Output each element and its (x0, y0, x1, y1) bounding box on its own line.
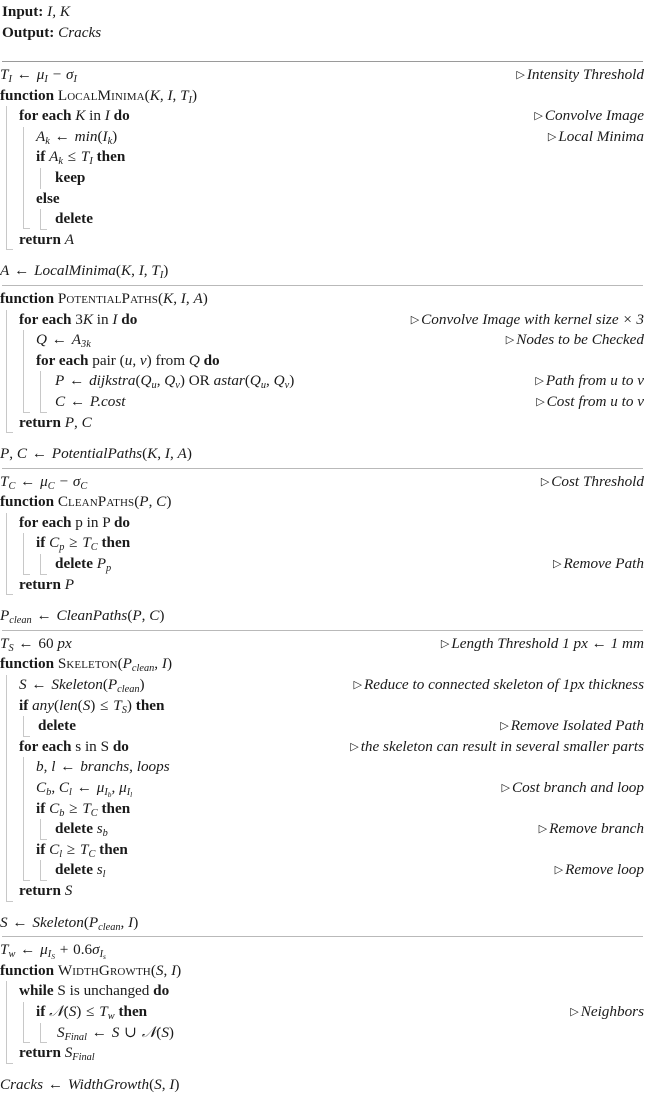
code-text: function CleanPaths(P, C) (0, 493, 172, 511)
section-local-minima (0, 65, 645, 250)
input-value: I, K (47, 3, 70, 20)
code-text: if Ak ≤ TI then (36, 148, 126, 168)
comment-triangle-icon: ▷ (350, 740, 359, 753)
code-line (0, 127, 645, 148)
algorithm-io-header (0, 0, 645, 43)
code-text: TC ← μC − σC (0, 472, 88, 492)
code-line (0, 696, 645, 717)
code-line (0, 65, 645, 86)
code-text: return S (19, 881, 73, 899)
line-comment: ▷ Length Threshold 1 px ← 1 mm (440, 634, 644, 652)
code-text: S ← Skeleton(Pclean) (19, 676, 145, 695)
code-line (0, 1043, 645, 1064)
code-line (0, 799, 645, 820)
code-text: delete Pp (55, 555, 112, 574)
call-line-local-minima (0, 261, 645, 282)
code-text: S ← Skeleton(Pclean, I) (0, 913, 139, 933)
code-line (0, 819, 645, 840)
code-line (0, 86, 645, 107)
call-line-skeleton (0, 913, 645, 934)
code-text: delete sb (55, 820, 108, 840)
code-line (0, 554, 645, 575)
code-line (0, 351, 645, 372)
code-line (0, 575, 645, 596)
comment-triangle-icon: ▷ (538, 823, 548, 836)
code-text: while S is unchanged do (19, 982, 170, 1000)
comment-triangle-icon: ▷ (552, 558, 562, 571)
code-line (0, 472, 645, 493)
code-line (0, 413, 645, 434)
code-text: return SFinal (19, 1044, 95, 1064)
line-comment: ▷ Cost from u to v (536, 392, 644, 410)
line-comment: ▷ Local Minima (547, 127, 644, 145)
section-width-growth (0, 940, 645, 1064)
call-line-clean-paths (0, 606, 645, 627)
code-line (0, 881, 645, 902)
code-text: A ← LocalMinima(K, I, TI) (0, 262, 169, 282)
code-text: if Cl ≥ TC then (36, 840, 128, 860)
code-line (0, 634, 645, 655)
line-comment: ▷ the skeleton can result in several smaller parts (350, 737, 644, 755)
comment-triangle-icon: ▷ (501, 782, 510, 794)
code-line (0, 860, 645, 881)
comment-triangle-icon: ▷ (505, 334, 515, 347)
code-line (0, 289, 645, 310)
code-text: b, l ← branchs, loops (36, 758, 170, 776)
code-text: else (36, 189, 60, 207)
code-text: function WidthGrowth(S, I) (0, 961, 182, 979)
code-line (0, 513, 645, 534)
line-comment: ▷ Path from u to v (535, 372, 644, 390)
code-text: function Skeleton(Pclean, I) (0, 655, 173, 675)
comment-triangle-icon: ▷ (534, 110, 543, 123)
code-text: if any(len(S) ≤ TS) then (19, 696, 165, 716)
input-label: Input: (2, 3, 44, 20)
code-line (0, 106, 645, 127)
code-text: Tw ← $\mu I_S + 0.6\sigma I_s$ (0, 941, 106, 962)
code-line (0, 1023, 645, 1044)
call-line-width-growth (0, 1075, 645, 1096)
code-text: for each pair (u, v) from Q do (36, 351, 220, 369)
code-text: for each p in P do (19, 513, 130, 531)
code-line (0, 492, 645, 513)
comment-triangle-icon: ▷ (500, 720, 509, 733)
comment-triangle-icon: ▷ (536, 395, 545, 408)
line-comment: ▷ Remove Path (552, 555, 644, 573)
line-comment: ▷ Remove Isolated Path (500, 717, 644, 735)
line-comment: ▷ Intensity Threshold (516, 66, 644, 83)
code-line (0, 392, 645, 413)
section-potential-paths (0, 289, 645, 433)
code-line (0, 168, 645, 189)
code-line (0, 654, 645, 675)
code-text: if Cp ≥ TC then (36, 534, 131, 554)
comment-triangle-icon: ▷ (535, 375, 544, 388)
code-text: Cb, Cl ← $\mu I_b$, $\mu I_l$ (36, 779, 133, 799)
code-line (0, 940, 645, 961)
code-text: P ← dijkstra(Qu, Qv) OR astar(Qu, Qv) (55, 372, 295, 392)
line-comment: ▷ Nodes to be Checked (505, 331, 644, 349)
code-line (0, 147, 645, 168)
line-comment: ▷ Remove loop (554, 861, 644, 879)
code-line (0, 310, 645, 331)
output-label: Output: (2, 23, 55, 41)
input-line (2, 2, 645, 23)
code-text: if Cb ≥ TC then (36, 799, 131, 819)
code-line (0, 778, 645, 799)
code-line (0, 981, 645, 1002)
comment-triangle-icon: ▷ (547, 130, 557, 143)
code-line (0, 330, 645, 351)
comment-triangle-icon: ▷ (410, 313, 420, 326)
code-line (0, 757, 645, 778)
call-line-potential-paths (0, 444, 645, 465)
output-line (2, 23, 645, 44)
code-text: delete (38, 717, 76, 735)
code-text: for each K in I do (19, 107, 130, 125)
code-line (0, 675, 645, 696)
comment-triangle-icon: ▷ (570, 1005, 579, 1018)
code-line (0, 189, 645, 210)
code-line (0, 209, 645, 230)
code-text: delete sl (55, 861, 106, 881)
code-line (0, 961, 645, 982)
section-clean-paths (0, 472, 645, 596)
code-text: if 𝒩(S) ≤ Tw then (36, 1002, 148, 1022)
code-line (0, 716, 645, 737)
code-text: Q ← A3k (36, 331, 91, 351)
code-text: for each 3K in I do (19, 310, 138, 328)
line-comment: ▷ Cost branch and loop (501, 779, 644, 796)
line-comment: ▷ Convolve Image with kernel size × 3 (410, 310, 644, 328)
code-text: Ak ← min(Ik) (36, 127, 118, 147)
code-line (0, 371, 645, 392)
code-line (0, 533, 645, 554)
code-text: return P (19, 575, 74, 593)
code-text: SFinal ← S ∪ 𝒩(S) (57, 1023, 174, 1043)
code-text: TS ← 60 px (0, 634, 72, 654)
code-text: P, C ← PotentialPaths(K, I, A) (0, 445, 192, 463)
code-text: for each s in S do (19, 737, 129, 755)
code-text: delete (55, 210, 93, 228)
code-text: return A (19, 230, 74, 248)
code-line (0, 840, 645, 861)
section-skeleton (0, 634, 645, 902)
line-comment: ▷ Remove branch (538, 820, 644, 838)
code-text: C ← P.cost (55, 392, 126, 410)
code-text: return P, C (19, 413, 92, 431)
comment-triangle-icon: ▷ (440, 637, 450, 650)
line-comment: ▷ Reduce to connected skeleton of 1px thickness (353, 676, 644, 694)
line-comment: ▷ Convolve Image (534, 107, 644, 125)
comment-triangle-icon: ▷ (540, 475, 550, 488)
code-text: keep (55, 168, 86, 186)
comment-triangle-icon: ▷ (554, 864, 564, 877)
code-text: Pclean ← CleanPaths(P, C) (0, 607, 165, 627)
code-text: function LocalMinima(K, I, TI) (0, 86, 198, 106)
code-text: function PotentialPaths(K, I, A) (0, 289, 208, 307)
line-comment: ▷ Neighbors (570, 1002, 644, 1020)
comment-triangle-icon: ▷ (353, 679, 362, 692)
code-line (0, 230, 645, 251)
output-value: Cracks (58, 23, 102, 41)
comment-triangle-icon: ▷ (516, 69, 525, 81)
code-line (0, 1002, 645, 1023)
code-text: Cracks ← WidthGrowth(S, I) (0, 1075, 180, 1093)
code-text: TI ← μI − σI (0, 66, 77, 85)
code-line (0, 737, 645, 758)
line-comment: ▷ Cost Threshold (540, 472, 644, 490)
